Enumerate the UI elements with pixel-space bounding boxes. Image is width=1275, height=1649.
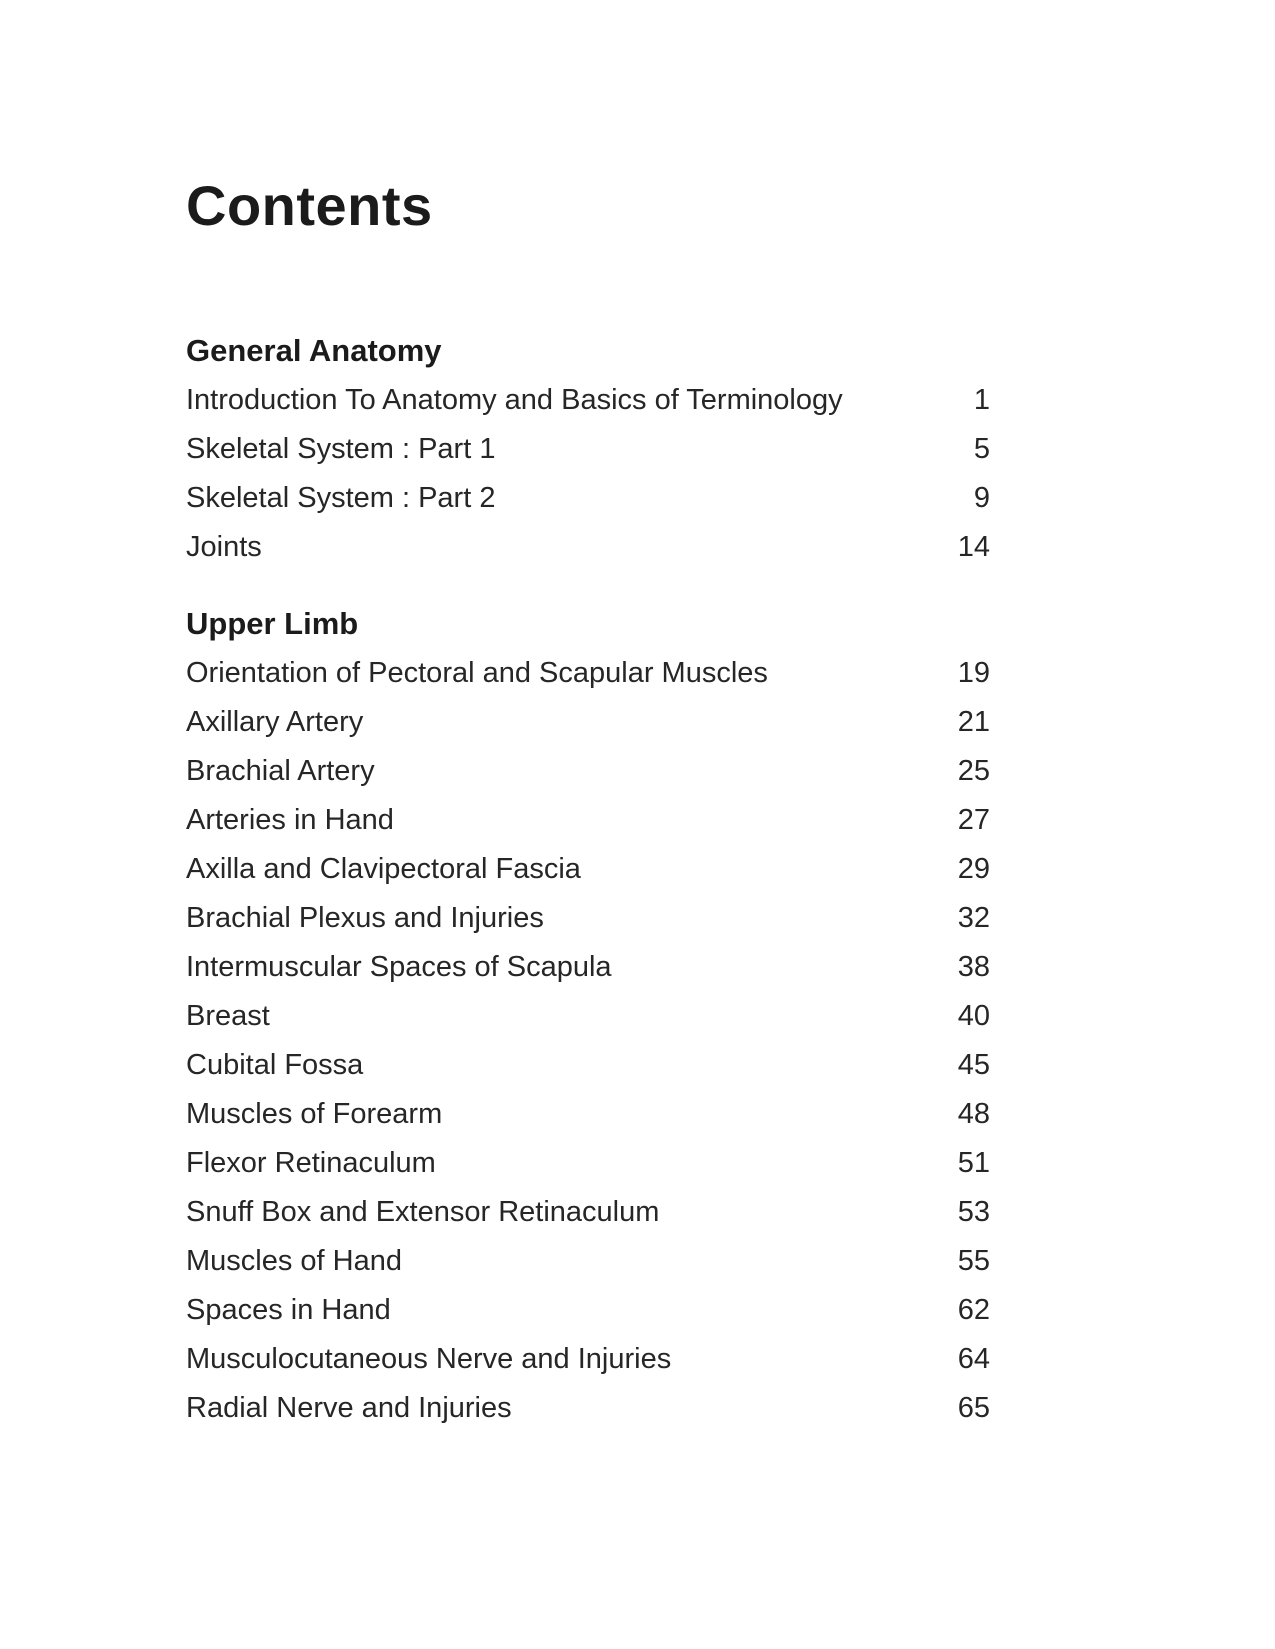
toc-entry[interactable]: [186, 796, 990, 845]
entry-page-number: 5: [973, 433, 990, 465]
entry-page-number: 32: [957, 902, 990, 934]
toc-section: [186, 608, 990, 1433]
section-heading: General Anatomy: [186, 333, 442, 368]
toc-entry[interactable]: [186, 894, 990, 943]
entry-title: Arteries in Hand: [186, 804, 394, 836]
entry-title: Muscles of Hand: [186, 1245, 402, 1277]
toc-sections: [186, 335, 990, 1433]
toc-entry[interactable]: [186, 649, 990, 698]
entry-page-number: 25: [957, 755, 990, 787]
section-rows: [186, 649, 990, 1433]
entry-title: Skeletal System : Part 2: [186, 482, 496, 514]
toc-entry[interactable]: [186, 376, 990, 425]
entry-title: Axilla and Clavipectoral Fascia: [186, 853, 581, 885]
entry-page-number: 48: [957, 1098, 990, 1130]
entry-title: Skeletal System : Part 1: [186, 433, 496, 465]
entry-page-number: 51: [957, 1147, 990, 1179]
toc-entry[interactable]: [186, 845, 990, 894]
entry-title: Musculocutaneous Nerve and Injuries: [186, 1343, 672, 1375]
entry-page-number: 9: [973, 482, 990, 514]
entry-title: Cubital Fossa: [186, 1049, 364, 1081]
entry-page-number: 64: [957, 1343, 990, 1375]
toc-entry[interactable]: [186, 1335, 990, 1384]
entry-title: Brachial Artery: [186, 755, 375, 787]
entry-page-number: 65: [957, 1392, 990, 1424]
entry-title: Brachial Plexus and Injuries: [186, 902, 544, 934]
toc-entry[interactable]: [186, 747, 990, 796]
section-rows: [186, 376, 990, 572]
entry-title: Intermuscular Spaces of Scapula: [186, 951, 612, 983]
entry-title: Radial Nerve and Injuries: [186, 1392, 512, 1424]
toc-entry[interactable]: [186, 1237, 990, 1286]
entry-page-number: 21: [957, 706, 990, 738]
entry-page-number: 1: [973, 384, 990, 416]
entry-title: Spaces in Hand: [186, 1294, 391, 1326]
entry-page-number: 38: [957, 951, 990, 983]
entry-title: Flexor Retinaculum: [186, 1147, 436, 1179]
toc-entry[interactable]: [186, 1384, 990, 1433]
entry-title: Axillary Artery: [186, 706, 364, 738]
entry-page-number: 53: [957, 1196, 990, 1228]
toc-entry[interactable]: [186, 523, 990, 572]
toc-section: [186, 335, 990, 572]
entry-page-number: 45: [957, 1049, 990, 1081]
toc-entry[interactable]: [186, 992, 990, 1041]
entry-title: Muscles of Forearm: [186, 1098, 443, 1130]
page-title: Contents: [186, 174, 433, 237]
toc-entry[interactable]: [186, 1090, 990, 1139]
section-heading: Upper Limb: [186, 606, 359, 641]
toc-entry[interactable]: [186, 943, 990, 992]
entry-title: Introduction To Anatomy and Basics of Terminology: [186, 384, 843, 416]
page-content: [186, 0, 990, 1433]
entry-page-number: 29: [957, 853, 990, 885]
entry-title: Breast: [186, 1000, 270, 1032]
toc-entry[interactable]: [186, 1188, 990, 1237]
entry-title: Orientation of Pectoral and Scapular Muscles: [186, 657, 768, 689]
entry-page-number: 40: [957, 1000, 990, 1032]
toc-entry[interactable]: [186, 425, 990, 474]
entry-page-number: 19: [957, 657, 990, 689]
toc-entry[interactable]: [186, 474, 990, 523]
entry-title: Joints: [186, 531, 262, 563]
entry-page-number: 62: [957, 1294, 990, 1326]
entry-title: Snuff Box and Extensor Retinaculum: [186, 1196, 660, 1228]
entry-page-number: 55: [957, 1245, 990, 1277]
entry-page-number: 14: [957, 531, 990, 563]
entry-page-number: 27: [957, 804, 990, 836]
toc-entry[interactable]: [186, 1286, 990, 1335]
toc-entry[interactable]: [186, 1041, 990, 1090]
toc-entry[interactable]: [186, 698, 990, 747]
toc-entry[interactable]: [186, 1139, 990, 1188]
